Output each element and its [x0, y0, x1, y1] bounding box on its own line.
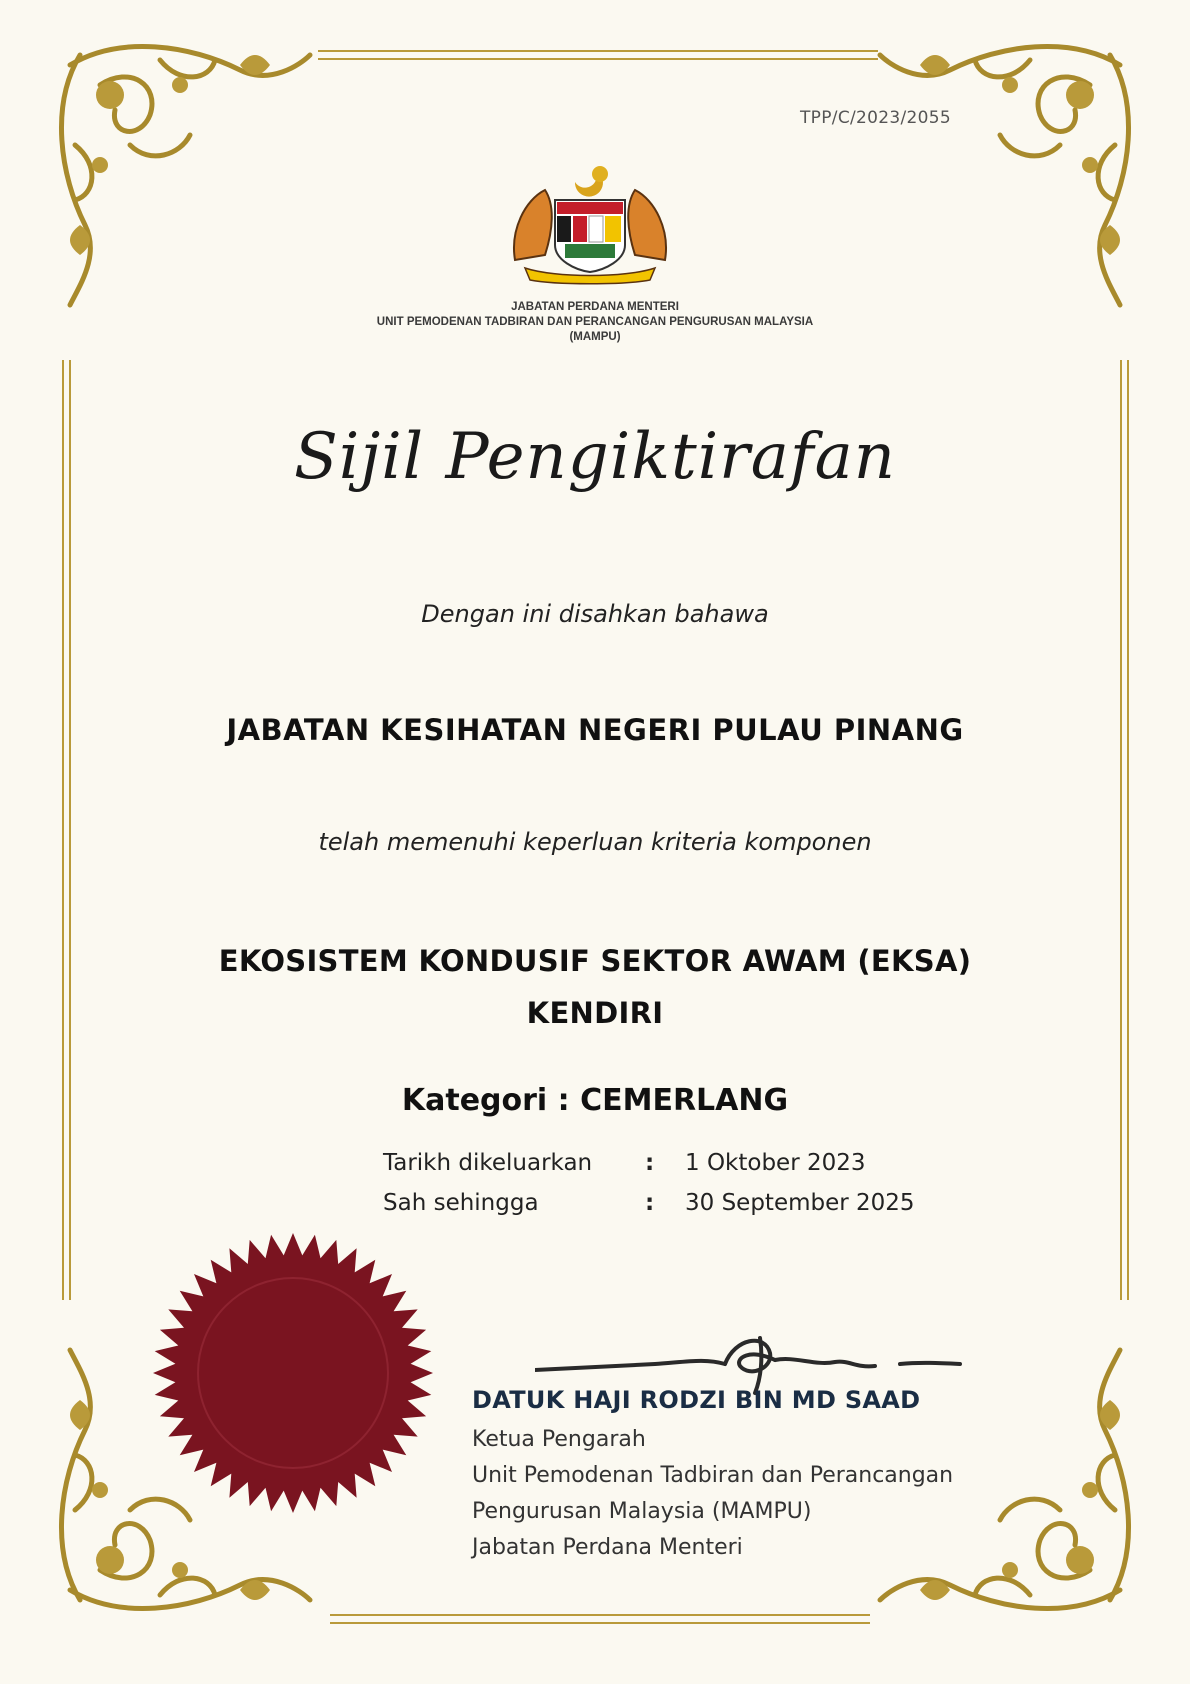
certificate-title: Sijil Pengiktirafan: [294, 420, 896, 494]
date-value: 1 Oktober 2023: [685, 1150, 866, 1176]
ornament-corner-icon: [850, 25, 1150, 325]
date-value: 30 September 2025: [685, 1190, 915, 1216]
signatory-name: DATUK HAJI RODZI BIN MD SAAD: [472, 1386, 921, 1414]
signatory-org-line: Jabatan Perdana Menteri: [472, 1535, 743, 1560]
agency-line: UNIT PEMODENAN TADBIRAN DAN PERANCANGAN PENGURUSAN MALAYSIA: [376, 316, 814, 328]
frame-left-line: [62, 360, 71, 1300]
date-row-issued: [383, 1143, 983, 1183]
coat-of-arms-icon: [505, 160, 675, 285]
red-seal-icon: [148, 1228, 438, 1518]
date-label: Sah sehingga: [383, 1190, 539, 1216]
frame-right-line: [1120, 360, 1129, 1300]
frame-top-line: [318, 50, 878, 60]
signatory-org-line: Pengurusan Malaysia (MAMPU): [472, 1499, 812, 1524]
recipient-name: JABATAN KESIHATAN NEGERI PULAU PINANG: [226, 713, 964, 747]
date-colon: :: [645, 1150, 655, 1176]
agency-line: JABATAN PERDANA MENTERI: [511, 301, 679, 313]
agency-line: (MAMPU): [569, 331, 621, 343]
component-line: EKOSISTEM KONDUSIF SEKTOR AWAM (EKSA): [218, 944, 972, 978]
issuing-agency: [250, 300, 940, 345]
signatory-position: Ketua Pengarah: [472, 1427, 646, 1452]
component-line: KENDIRI: [526, 996, 664, 1030]
category-label: Kategori : CEMERLANG: [401, 1083, 789, 1118]
validity-dates: [383, 1143, 983, 1223]
frame-bottom-line: [330, 1614, 870, 1624]
date-label: Tarikh dikeluarkan: [383, 1150, 593, 1176]
intro-text: Dengan ini disahkan bahawa: [421, 600, 769, 628]
signatory-block: [472, 1386, 1072, 1566]
date-colon: :: [645, 1190, 655, 1216]
ornament-corner-icon: [40, 25, 340, 325]
component-name: [95, 935, 1095, 1039]
date-row-valid-until: [383, 1183, 983, 1223]
reference-number: TPP/C/2023/2055: [800, 108, 951, 128]
criteria-text: telah memenuhi keperluan kriteria komponen: [318, 828, 872, 856]
signatory-org-line: Unit Pemodenan Tadbiran dan Perancangan: [472, 1463, 954, 1488]
